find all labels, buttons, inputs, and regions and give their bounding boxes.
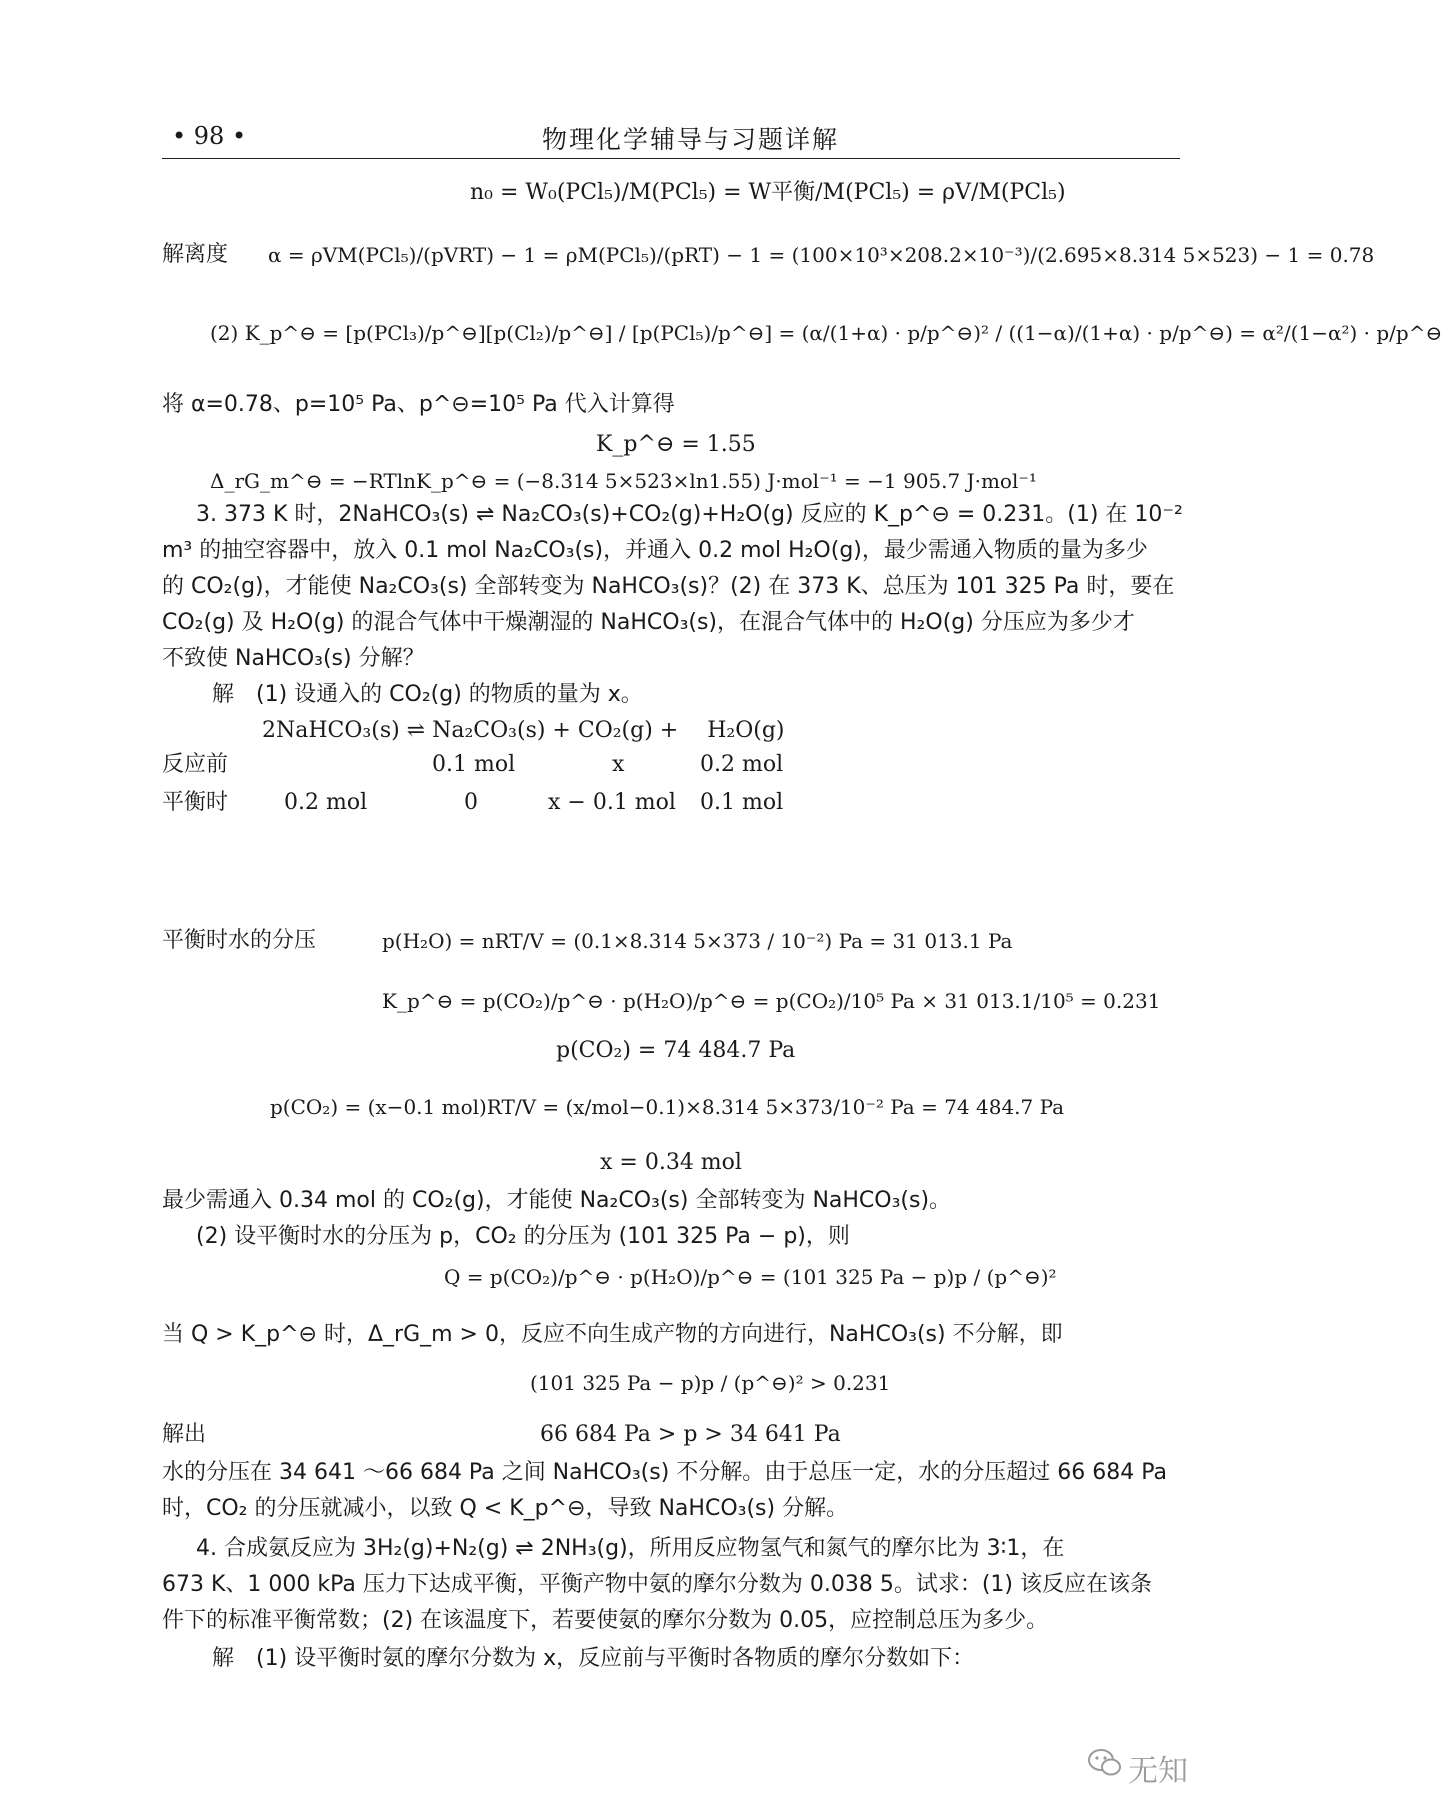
eq-p-co2-x: p(CO₂) = (x−0.1 mol)RT/V = (x/mol−0.1)×8.314 5×373/10⁻² Pa = 74 484.7 Pa (270, 1095, 1065, 1119)
eq-delta-g: Δ_rG_m^⊖ = −RTlnK_p^⊖ = (−8.314 5×523×ln1.55) J·mol⁻¹ = −1 905.7 J·mol⁻¹ (210, 469, 1037, 493)
solution3-part2-intro: (2) 设平衡时水的分压为 p，CO₂ 的分压为 (101 325 Pa − p)，则 (196, 1224, 850, 1249)
eq-kp: (2) K_p^⊖ = [p(PCl₃)/p^⊖][p(Cl₂)/p^⊖] / [p(PCl₅)/p^⊖] = (α/(1+α) · p/p^⊖)² / ((1−α)/(1+α) · p/p^⊖) = α²/(1−α²) · p/p^⊖ (210, 321, 1442, 345)
problem3-line1: 3. 373 K 时，2NaHCO₃(s) ⇌ Na₂CO₃(s)+CO₂(g)+H₂O(g) 反应的 K_p^⊖ = 0.231。(1) 在 10⁻² (196, 502, 1183, 527)
page-number: • 98 • (172, 122, 247, 150)
eq-inequality: (101 325 Pa − p)p / (p^⊖)² > 0.231 (530, 1371, 891, 1395)
solution4-intro: 解 (1) 设平衡时氨的摩尔分数为 x，反应前与平衡时各物质的摩尔分数如下： (212, 1646, 975, 1671)
row-before-label: 反应前 (162, 752, 229, 777)
row-before-h2o: 0.2 mol (700, 752, 784, 777)
conclusion-part2-line2: 时，CO₂ 的分压就减小，以致 Q < K_p^⊖，导致 NaHCO₃(s) 分解。 (162, 1496, 849, 1521)
eq-range: 66 684 Pa > p > 34 641 Pa (540, 1422, 841, 1447)
conclusion-part2-line1: 水的分压在 34 641 ～66 684 Pa 之间 NaHCO₃(s) 不分解。由于总压一定，水的分压超过 66 684 Pa (162, 1460, 1168, 1485)
eq-kp-value: K_p^⊖ = 1.55 (596, 432, 756, 457)
problem4-line3: 件下的标准平衡常数；(2) 在该温度下，若要使氨的摩尔分数为 0.05，应控制总压为多少。 (162, 1608, 1049, 1633)
reaction-equation: 2NaHCO₃(s) ⇌ Na₂CO₃(s) + CO₂(g) + H₂O(g) (262, 718, 785, 743)
label-dissociation: 解离度 (162, 242, 229, 267)
eq-n0: n₀ = W₀(PCl₅)/M(PCl₅) = W平衡/M(PCl₅) = ρV/M(PCl₅) (470, 180, 1066, 205)
eq-q: Q = p(CO₂)/p^⊖ · p(H₂O)/p^⊖ = (101 325 Pa − p)p / (p^⊖)² (444, 1265, 1057, 1289)
watermark-text: 无知 (1128, 1754, 1188, 1789)
row-before-na2co3: 0.1 mol (432, 752, 516, 777)
page-header (162, 118, 1180, 159)
problem4-line2: 673 K、1 000 kPa 压力下达成平衡，平衡产物中氨的摩尔分数为 0.038 5。试求：(1) 该反应在该条 (162, 1572, 1153, 1597)
conclusion-part1: 最少需通入 0.34 mol 的 CO₂(g)，才能使 Na₂CO₃(s) 全部转变为 NaHCO₃(s)。 (162, 1188, 952, 1213)
wechat-icon (1088, 1748, 1122, 1778)
problem4-line1: 4. 合成氨反应为 3H₂(g)+N₂(g) ⇌ 2NH₃(g)，所用反应物氢气和氮气的摩尔比为 3∶1，在 (196, 1536, 1065, 1561)
problem3-line3: 的 CO₂(g)，才能使 Na₂CO₃(s) 全部转变为 NaHCO₃(s)？(2) 在 373 K、总压为 101 325 Pa 时，要在 (162, 574, 1175, 599)
eq-p-co2-value: p(CO₂) = 74 484.7 Pa (556, 1038, 796, 1063)
text-condition: 当 Q > K_p^⊖ 时，Δ_rG_m > 0，反应不向生成产物的方向进行，NaHCO₃(s) 不分解，即 (162, 1322, 1063, 1347)
solution3-intro: 解 (1) 设通入的 CO₂(g) 的物质的量为 x。 (212, 682, 643, 707)
text-substitute: 将 α=0.78、p=10⁵ Pa、p^⊖=10⁵ Pa 代入计算得 (162, 392, 675, 417)
book-title: 物理化学辅导与习题详解 (542, 125, 840, 154)
row-eq-h2o: 0.1 mol (700, 790, 784, 815)
row-before-co2: x (612, 752, 625, 777)
eq-alpha: α = ρVM(PCl₅)/(pVRT) − 1 = ρM(PCl₅)/(pRT) − 1 = (100×10³×208.2×10⁻³)/(2.695×8.314 5×523) − 1 = 0.78 (268, 243, 1375, 267)
problem3-line5: 不致使 NaHCO₃(s) 分解？ (162, 646, 425, 671)
eq-p-h2o: p(H₂O) = nRT/V = (0.1×8.314 5×373 / 10⁻²) Pa = 31 013.1 Pa (382, 929, 1013, 953)
eq-kp-co2: K_p^⊖ = p(CO₂)/p^⊖ · p(H₂O)/p^⊖ = p(CO₂)/10⁵ Pa × 31 013.1/10⁵ = 0.231 (382, 989, 1161, 1013)
problem3-line2: m³ 的抽空容器中，放入 0.1 mol Na₂CO₃(s)，并通入 0.2 mol H₂O(g)，最少需通入物质的量为多少 (162, 538, 1148, 563)
label-water-pressure: 平衡时水的分压 (162, 928, 317, 953)
problem3-line4: CO₂(g) 及 H₂O(g) 的混合气体中干燥潮湿的 NaHCO₃(s)，在混合气体中的 H₂O(g) 分压应为多少才 (162, 610, 1135, 635)
eq-x-value: x = 0.34 mol (600, 1150, 742, 1175)
label-solve: 解出 (162, 1422, 207, 1447)
row-eq-na2co3: 0 (464, 790, 478, 815)
row-eq-label: 平衡时 (162, 790, 229, 815)
row-eq-co2: x − 0.1 mol (548, 790, 676, 815)
row-eq-nahco3: 0.2 mol (284, 790, 368, 815)
